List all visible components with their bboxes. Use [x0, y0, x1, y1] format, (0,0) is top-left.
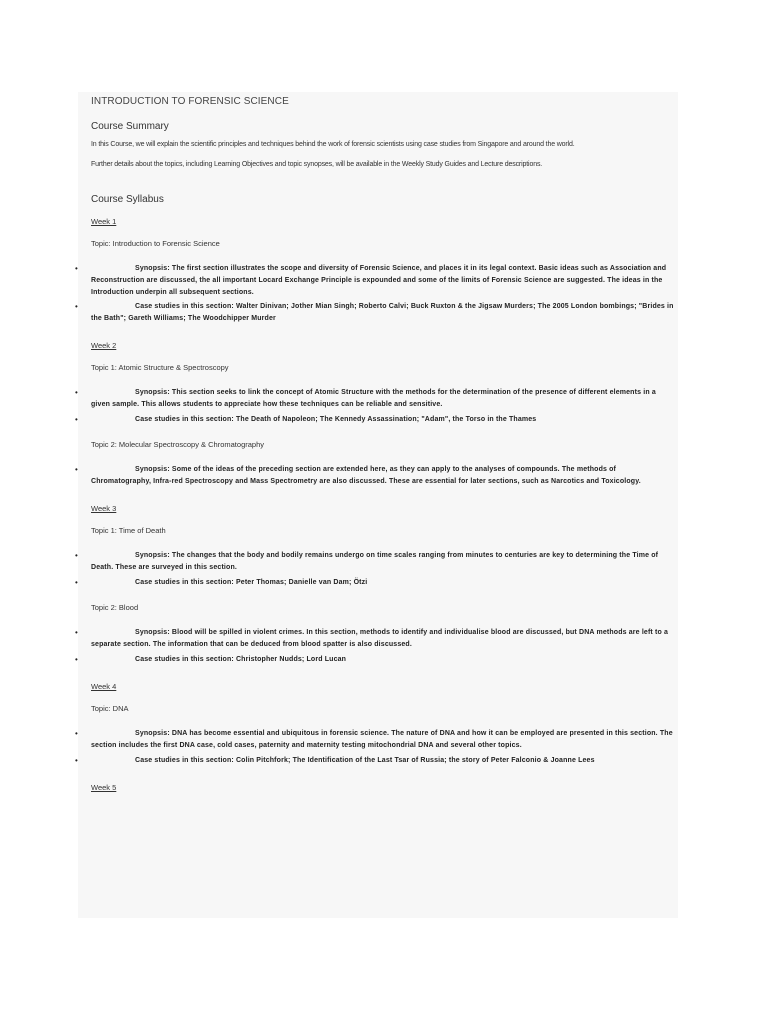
list-item: • Synopsis: DNA has become essential and ubiquitous in forensic science. The nature of DNA and how it can be employed are presented in this section. The section includes the first DNA case, cold cases, paternity and maternity testing mitochondrial DNA and several other topics. [75, 729, 673, 749]
page-title: INTRODUCTION TO FORENSIC SCIENCE [91, 96, 289, 107]
week-link[interactable]: Week 5 [91, 783, 117, 792]
topic-title: Topic 2: Molecular Spectroscopy & Chromatography [91, 440, 264, 449]
list-item: • Case studies in this section: The Death of Napoleon; The Kennedy Assassination; "Adam", the Torso in the Thames [75, 415, 537, 424]
bullet-icon: • [75, 415, 78, 424]
list-item: • Synopsis: Blood will be spilled in violent crimes. In this section, methods to identify and individualise blood are discussed, but DNA methods are left to a separate section. The information that can be deduced from blood spatter is also discussed. [75, 628, 669, 648]
list-item: • Case studies in this section: Christopher Nudds; Lord Lucan [75, 655, 347, 664]
list-item: • Synopsis: Some of the ideas of the preceding section are extended here, as they can apply to the analyses of compounds. The methods of Chromatography, Infra-red Spectroscopy and Mass Spectrometry are also discussed. These are essential for later sections, such as Narcotics and Toxicology. [75, 465, 641, 485]
bullet-icon: • [75, 551, 78, 560]
list-item: • Synopsis: The changes that the body and bodily remains undergo on time scales ranging from minutes to centuries are key to determining the Time of Death. These are surveyed in this section. [75, 551, 659, 571]
bullet-list [75, 627, 675, 666]
bullet-icon: • [75, 388, 78, 397]
document-content [75, 95, 675, 793]
list-item: • Case studies in this section: Walter Dinivan; Jother Mian Singh; Roberto Calvi; Buck Ruxton & the Jigsaw Murders; The 2005 London bombings; "Brides in the Bath"; Gareth Williams; The Woodchipper Murder [75, 302, 674, 322]
bullet-icon: • [75, 302, 78, 311]
list-item: • Synopsis: The first section illustrates the scope and diversity of Forensic Science, and places it in its legal context. Basic ideas such as Association and Reconstruction are discussed, the all important Locard Exchange Principle is expounded and some of the limits of Forensic Science are suggested. The ideas in the Introduction underpin all subsequent sections. [75, 264, 667, 296]
list-item: • Synopsis: This section seeks to link the concept of Atomic Structure with the methods for the determination of the presence of different elements in a given sample. This allows students to appreciate how these techniques can be reliable and sensitive. [75, 388, 656, 408]
topic-title: Topic: DNA [91, 704, 129, 713]
bullet-icon: • [75, 578, 78, 587]
bullet-list [75, 263, 675, 325]
list-item: • Case studies in this section: Peter Thomas; Danielle van Dam; Ötzi [75, 578, 368, 587]
bullet-list [75, 387, 675, 426]
topic-title: Topic 2: Blood [91, 603, 139, 612]
bullet-list [75, 550, 675, 589]
summary-heading: Course Summary [91, 121, 169, 132]
bullet-icon: • [75, 729, 78, 738]
bullet-icon: • [75, 264, 78, 273]
bullet-icon: • [75, 756, 78, 765]
list-item: • Case studies in this section: Colin Pitchfork; The Identification of the Last Tsar of Russia; the story of Peter Falconio & Joanne Lees [75, 756, 595, 765]
topic-title: Topic: Introduction to Forensic Science [91, 239, 220, 248]
week-link[interactable]: Week 1 [91, 217, 117, 226]
syllabus-heading: Course Syllabus [91, 194, 164, 205]
summary-paragraph: In this Course, we will explain the scientific principles and techniques behind the work of forensic scientists using case studies from Singapore and around the world. [91, 141, 575, 148]
topic-title: Topic 1: Time of Death [91, 526, 166, 535]
week-link[interactable]: Week 3 [91, 504, 117, 513]
bullet-icon: • [75, 655, 78, 664]
topic-title: Topic 1: Atomic Structure & Spectroscopy [91, 363, 229, 372]
week-link[interactable]: Week 4 [91, 682, 117, 691]
bullet-list [75, 464, 675, 488]
summary-paragraph: Further details about the topics, including Learning Objectives and topic synopses, will be available in the Weekly Study Guides and Lecture descriptions. [91, 161, 543, 168]
week-link[interactable]: Week 2 [91, 341, 117, 350]
bullet-icon: • [75, 465, 78, 474]
bullet-icon: • [75, 628, 78, 637]
bullet-list [75, 728, 675, 767]
